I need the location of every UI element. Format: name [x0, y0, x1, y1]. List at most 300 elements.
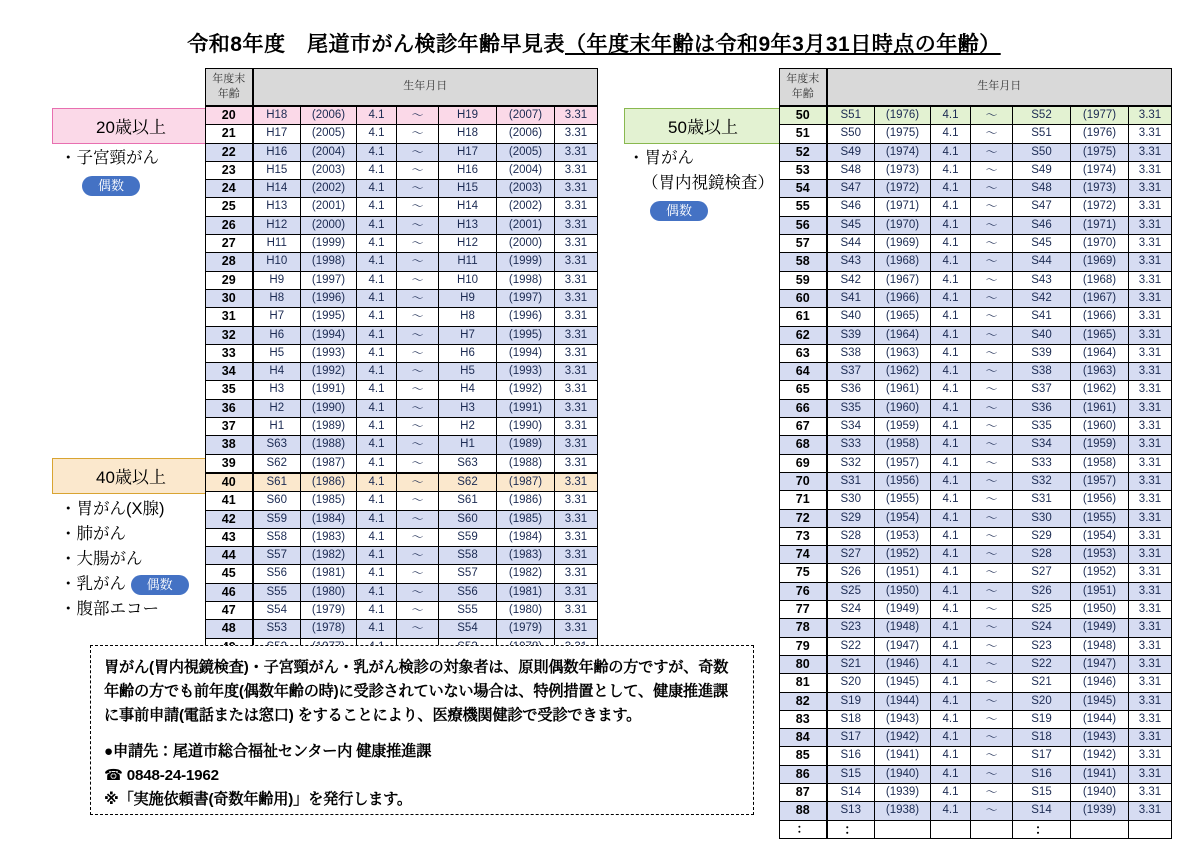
cell-era-end: H1 — [439, 436, 497, 454]
cell-age: 59 — [780, 271, 827, 289]
cell-era-end: S61 — [439, 492, 497, 510]
status-badge-even-age20: 偶数 — [82, 176, 140, 196]
cell-range-tilde: ～ — [971, 546, 1013, 564]
cell-age: 39 — [206, 454, 253, 473]
cell-year-start: (1950) — [875, 582, 931, 600]
list-item-with-badge — [60, 572, 189, 597]
cell-month-day-end: 3.31 — [1129, 399, 1172, 417]
cell-range-tilde: ～ — [971, 802, 1013, 820]
table-row — [780, 106, 1172, 125]
cell-month-day-start: 4.1 — [931, 802, 971, 820]
cell-month-day-start: 4.1 — [931, 674, 971, 692]
cell-year-start: (1940) — [875, 765, 931, 783]
category-items-age40 — [60, 497, 189, 622]
cell-range-tilde: ～ — [397, 198, 439, 216]
cell-age: 70 — [780, 472, 827, 490]
table-row — [780, 143, 1172, 161]
table-row — [780, 619, 1172, 637]
cell-month-day-end: 3.31 — [1129, 472, 1172, 490]
cell-era-start: S37 — [827, 363, 875, 381]
cell-year-end: (1946) — [1071, 674, 1129, 692]
cell-range-tilde: ～ — [971, 692, 1013, 710]
cell-range-tilde: ～ — [971, 326, 1013, 344]
cell-era-end: S16 — [1013, 765, 1071, 783]
cell-age: ： — [780, 820, 827, 838]
cell-era-start: S60 — [253, 492, 301, 510]
cell-age: 75 — [780, 564, 827, 582]
cell-month-day-start: 4.1 — [931, 143, 971, 161]
cell-month-day-end: 3.31 — [555, 125, 598, 143]
table-body-left — [206, 106, 598, 657]
cell-year-start: (1965) — [875, 308, 931, 326]
cell-range-tilde: ～ — [971, 454, 1013, 472]
cell-era-end: S56 — [439, 583, 497, 601]
list-item: ・大腸がん — [60, 550, 143, 568]
cell-era-start: S47 — [827, 180, 875, 198]
cell-range-tilde: ～ — [971, 381, 1013, 399]
cell-age: 51 — [780, 125, 827, 143]
cell-month-day-end: 3.31 — [1129, 289, 1172, 307]
cell-era-start: H17 — [253, 125, 301, 143]
cell-month-day-end: 3.31 — [1129, 308, 1172, 326]
cell-era-start: S59 — [253, 510, 301, 528]
cell-range-tilde: ～ — [971, 180, 1013, 198]
cell-range-tilde: ～ — [397, 418, 439, 436]
cell-range-tilde: ～ — [397, 308, 439, 326]
table-row — [780, 582, 1172, 600]
cell-month-day-start: 4.1 — [931, 527, 971, 545]
cell-age: 67 — [780, 418, 827, 436]
cell-month-day-start — [931, 820, 971, 838]
cell-year-end: (2001) — [497, 216, 555, 234]
cell-range-tilde: ～ — [397, 583, 439, 601]
cell-era-start: H2 — [253, 399, 301, 417]
cell-year-start: (1957) — [875, 454, 931, 472]
cell-age: 46 — [206, 583, 253, 601]
table-row — [206, 253, 598, 271]
cell-year-start: (1963) — [875, 344, 931, 362]
cell-year-end: (1968) — [1071, 271, 1129, 289]
table-row — [206, 289, 598, 307]
cell-age: 69 — [780, 454, 827, 472]
cell-age: 31 — [206, 308, 253, 326]
cell-year-end: (1953) — [1071, 546, 1129, 564]
cell-month-day-start: 4.1 — [357, 602, 397, 620]
cell-month-day-start: 4.1 — [931, 436, 971, 454]
cell-month-day-end: 3.31 — [1129, 326, 1172, 344]
cell-year-start: (1959) — [875, 418, 931, 436]
cell-year-start: (1992) — [301, 363, 357, 381]
cell-year-end: (1980) — [497, 602, 555, 620]
cell-era-start: H7 — [253, 308, 301, 326]
cell-year-end: (1955) — [1071, 509, 1129, 527]
cell-year-end: (1954) — [1071, 527, 1129, 545]
cell-month-day-end: 3.31 — [1129, 106, 1172, 125]
cell-era-end: S52 — [1013, 106, 1071, 125]
cell-month-day-start: 4.1 — [357, 473, 397, 492]
cell-era-end: H17 — [439, 143, 497, 161]
cell-month-day-start: 4.1 — [931, 454, 971, 472]
cell-year-end: (1949) — [1071, 619, 1129, 637]
cell-era-start: S35 — [827, 399, 875, 417]
cell-era-start: H18 — [253, 106, 301, 125]
cell-range-tilde: ～ — [971, 491, 1013, 509]
cell-month-day-end: 3.31 — [1129, 527, 1172, 545]
table-row — [780, 802, 1172, 820]
cell-range-tilde: ～ — [971, 253, 1013, 271]
cell-month-day-start: 4.1 — [357, 308, 397, 326]
cell-month-day-start: 4.1 — [931, 289, 971, 307]
cell-month-day-start: 4.1 — [931, 710, 971, 728]
cell-year-start: (1979) — [301, 602, 357, 620]
cell-era-start: S57 — [253, 547, 301, 565]
cell-range-tilde: ～ — [397, 436, 439, 454]
table-row — [780, 399, 1172, 417]
cell-year-end: (1959) — [1071, 436, 1129, 454]
column-header-age-left — [206, 69, 253, 107]
cell-age: 72 — [780, 509, 827, 527]
cell-year-end: (1971) — [1071, 216, 1129, 234]
cell-month-day-start: 4.1 — [931, 472, 971, 490]
cell-year-start: (1964) — [875, 326, 931, 344]
cell-era-start: H6 — [253, 326, 301, 344]
cell-month-day-start: 4.1 — [931, 125, 971, 143]
cell-month-day-end: 3.31 — [555, 344, 598, 362]
cell-month-day-end: 3.31 — [555, 289, 598, 307]
cell-era-start: S22 — [827, 637, 875, 655]
cell-era-end: S18 — [1013, 729, 1071, 747]
table-row — [206, 363, 598, 381]
cell-year-end: (1996) — [497, 308, 555, 326]
cell-year-end: (1950) — [1071, 601, 1129, 619]
cell-range-tilde: ～ — [971, 308, 1013, 326]
cell-age: 63 — [780, 344, 827, 362]
cell-era-end: S21 — [1013, 674, 1071, 692]
table-row — [206, 418, 598, 436]
cell-era-start: S33 — [827, 436, 875, 454]
table-row — [206, 180, 598, 198]
cell-era-end: S14 — [1013, 802, 1071, 820]
cell-era-end: H12 — [439, 235, 497, 253]
cell-year-start: (2006) — [301, 106, 357, 125]
list-item: ・肺がん — [60, 525, 126, 543]
cell-era-start: S34 — [827, 418, 875, 436]
cell-era-end: H5 — [439, 363, 497, 381]
cell-era-end: H9 — [439, 289, 497, 307]
cell-era-end: S19 — [1013, 710, 1071, 728]
cell-range-tilde: ～ — [971, 143, 1013, 161]
cell-era-start: H3 — [253, 381, 301, 399]
cell-range-tilde: ～ — [397, 106, 439, 125]
cell-month-day-end: 3.31 — [1129, 418, 1172, 436]
cell-era-end: ： — [1013, 820, 1071, 838]
table-row — [780, 289, 1172, 307]
cell-month-day-end: 3.31 — [555, 308, 598, 326]
table-header-left — [206, 69, 598, 107]
cell-range-tilde: ～ — [971, 161, 1013, 179]
cell-month-day-start: 4.1 — [931, 161, 971, 179]
cell-year-end: (1970) — [1071, 235, 1129, 253]
cell-era-end: H16 — [439, 161, 497, 179]
cell-year-end: (1982) — [497, 565, 555, 583]
cell-year-end: (1948) — [1071, 637, 1129, 655]
cell-range-tilde: ～ — [971, 289, 1013, 307]
contact-phone: ☎ 0848-24-1962 — [104, 767, 219, 784]
cell-era-start: H5 — [253, 344, 301, 362]
table-row — [206, 308, 598, 326]
cell-range-tilde: ～ — [397, 344, 439, 362]
cell-month-day-end: 3.31 — [555, 235, 598, 253]
table-row — [780, 381, 1172, 399]
cell-range-tilde: ～ — [397, 253, 439, 271]
page-title-main: 令和8年度 尾道市がん検診年齢早見表 — [187, 33, 565, 56]
cell-era-start: H15 — [253, 161, 301, 179]
cell-era-start: S18 — [827, 710, 875, 728]
table-row — [206, 492, 598, 510]
cell-year-start: (1960) — [875, 399, 931, 417]
cell-month-day-end: 3.31 — [1129, 235, 1172, 253]
cell-year-start: (1981) — [301, 565, 357, 583]
table-row — [780, 235, 1172, 253]
cell-range-tilde: ～ — [971, 125, 1013, 143]
list-item: ・胃がん — [628, 149, 694, 167]
cell-month-day-end: 3.31 — [555, 381, 598, 399]
table-row — [206, 344, 598, 362]
cell-age: 44 — [206, 547, 253, 565]
cell-age: 83 — [780, 710, 827, 728]
cell-year-end: (1976) — [1071, 125, 1129, 143]
cell-month-day-end: 3.31 — [1129, 674, 1172, 692]
cell-range-tilde: ～ — [397, 399, 439, 417]
cell-month-day-start: 4.1 — [931, 308, 971, 326]
cell-year-end: (1958) — [1071, 454, 1129, 472]
cell-era-start: S44 — [827, 235, 875, 253]
cell-era-end: S30 — [1013, 509, 1071, 527]
cell-era-start: S45 — [827, 216, 875, 234]
cell-era-end: S32 — [1013, 472, 1071, 490]
cell-month-day-end: 3.31 — [1129, 601, 1172, 619]
cell-age: 79 — [780, 637, 827, 655]
cell-month-day-start: 4.1 — [357, 547, 397, 565]
cell-year-end: (1994) — [497, 344, 555, 362]
cell-age: 85 — [780, 747, 827, 765]
cell-age: 60 — [780, 289, 827, 307]
cell-year-start: (2001) — [301, 198, 357, 216]
cell-month-day-start: 4.1 — [931, 235, 971, 253]
cell-era-start: S63 — [253, 436, 301, 454]
cell-month-day-end: 3.31 — [555, 399, 598, 417]
cell-month-day-end: 3.31 — [1129, 143, 1172, 161]
cell-month-day-start: 4.1 — [931, 381, 971, 399]
cell-era-end: S58 — [439, 547, 497, 565]
cell-year-start: (1939) — [875, 783, 931, 801]
cell-era-start: S43 — [827, 253, 875, 271]
cell-era-start: S40 — [827, 308, 875, 326]
cell-year-start: (1951) — [875, 564, 931, 582]
table-row — [780, 820, 1172, 838]
cell-age: 35 — [206, 381, 253, 399]
cell-month-day-start: 4.1 — [357, 161, 397, 179]
cell-age: 42 — [206, 510, 253, 528]
cell-age: 38 — [206, 436, 253, 454]
page-title — [0, 28, 1188, 58]
cell-age: 58 — [780, 253, 827, 271]
cell-era-start: S32 — [827, 454, 875, 472]
cell-age: 24 — [206, 180, 253, 198]
cell-year-end: (1995) — [497, 326, 555, 344]
cell-era-end: S63 — [439, 454, 497, 473]
cell-year-start: (1956) — [875, 472, 931, 490]
table-row — [206, 143, 598, 161]
table-row — [780, 472, 1172, 490]
cell-era-start: H16 — [253, 143, 301, 161]
cell-year-start: (1954) — [875, 509, 931, 527]
table-row — [206, 620, 598, 638]
cell-era-end: S44 — [1013, 253, 1071, 271]
cell-age: 82 — [780, 692, 827, 710]
cell-month-day-end: 3.31 — [555, 528, 598, 546]
cell-range-tilde: ～ — [397, 271, 439, 289]
category-heading-age20 — [52, 108, 210, 144]
table-row — [780, 765, 1172, 783]
table-row — [206, 235, 598, 253]
cell-year-start: (1985) — [301, 492, 357, 510]
cell-month-day-end: 3.31 — [555, 436, 598, 454]
cell-era-end: S46 — [1013, 216, 1071, 234]
table-row — [780, 783, 1172, 801]
cell-range-tilde: ～ — [397, 161, 439, 179]
cell-era-end: S22 — [1013, 655, 1071, 673]
cell-year-end: (1973) — [1071, 180, 1129, 198]
cell-range-tilde: ～ — [971, 235, 1013, 253]
cell-era-start: S25 — [827, 582, 875, 600]
column-header-dob-right: 生年月日 — [827, 69, 1172, 107]
cell-year-start: (1989) — [301, 418, 357, 436]
cell-year-end: (1985) — [497, 510, 555, 528]
cell-range-tilde: ～ — [397, 216, 439, 234]
cell-year-end: (2002) — [497, 198, 555, 216]
cell-month-day-end: 3.31 — [1129, 747, 1172, 765]
cell-year-start: (1990) — [301, 399, 357, 417]
cell-year-start: (1988) — [301, 436, 357, 454]
cell-era-start: S31 — [827, 472, 875, 490]
cell-year-start: (1996) — [301, 289, 357, 307]
cell-age: 30 — [206, 289, 253, 307]
cell-year-end: (1965) — [1071, 326, 1129, 344]
cell-era-end: H7 — [439, 326, 497, 344]
cell-range-tilde — [971, 820, 1013, 838]
table-row — [780, 363, 1172, 381]
cell-year-start: (1982) — [301, 547, 357, 565]
cell-era-end: H14 — [439, 198, 497, 216]
cell-era-start: S23 — [827, 619, 875, 637]
cell-year-start: (1952) — [875, 546, 931, 564]
cell-age: 34 — [206, 363, 253, 381]
cell-range-tilde: ～ — [397, 528, 439, 546]
list-item: ・胃がん(X腺) — [60, 500, 165, 518]
cell-year-end: (1998) — [497, 271, 555, 289]
cell-age: 74 — [780, 546, 827, 564]
cell-era-end: S51 — [1013, 125, 1071, 143]
cell-year-end: (1961) — [1071, 399, 1129, 417]
cell-month-day-start: 4.1 — [357, 381, 397, 399]
cell-year-end: (1991) — [497, 399, 555, 417]
cell-year-end: (1969) — [1071, 253, 1129, 271]
cell-age: 73 — [780, 527, 827, 545]
cell-era-start: H12 — [253, 216, 301, 234]
category-heading-age20-label: 20歳以上 — [96, 118, 166, 137]
cell-year-start: (1941) — [875, 747, 931, 765]
cell-month-day-start: 4.1 — [357, 583, 397, 601]
cell-month-day-start: 4.1 — [357, 235, 397, 253]
cell-era-start: S41 — [827, 289, 875, 307]
cell-month-day-start: 4.1 — [357, 180, 397, 198]
cell-range-tilde: ～ — [971, 436, 1013, 454]
cell-month-day-start: 4.1 — [357, 528, 397, 546]
cell-month-day-end: 3.31 — [555, 253, 598, 271]
table-row — [206, 271, 598, 289]
column-header-dob-left: 生年月日 — [253, 69, 598, 107]
category-items-age50 — [628, 146, 774, 223]
cell-month-day-end: 3.31 — [555, 161, 598, 179]
cell-era-end: H13 — [439, 216, 497, 234]
cell-era-start: S21 — [827, 655, 875, 673]
cell-month-day-start: 4.1 — [931, 747, 971, 765]
cell-range-tilde: ～ — [397, 510, 439, 528]
cell-age: 64 — [780, 363, 827, 381]
cell-era-start: S61 — [253, 473, 301, 492]
table-row — [780, 729, 1172, 747]
cell-month-day-start: 4.1 — [931, 692, 971, 710]
cell-era-end: S28 — [1013, 546, 1071, 564]
cell-month-day-start: 4.1 — [357, 216, 397, 234]
cell-age: 41 — [206, 492, 253, 510]
cell-age: 68 — [780, 436, 827, 454]
table-row — [206, 528, 598, 546]
cell-range-tilde: ～ — [971, 729, 1013, 747]
cell-range-tilde: ～ — [971, 198, 1013, 216]
table-row — [780, 655, 1172, 673]
cell-era-end: S54 — [439, 620, 497, 638]
cell-month-day-end: 3.31 — [1129, 363, 1172, 381]
status-badge-even-age50: 偶数 — [650, 201, 708, 221]
cell-month-day-start: 4.1 — [931, 271, 971, 289]
cell-range-tilde: ～ — [971, 106, 1013, 125]
cell-month-day-start: 4.1 — [357, 565, 397, 583]
cell-month-day-end: 3.31 — [555, 198, 598, 216]
category-heading-age50 — [624, 108, 782, 144]
cell-era-start: S26 — [827, 564, 875, 582]
cell-era-start: S14 — [827, 783, 875, 801]
cell-month-day-end: 3.31 — [555, 271, 598, 289]
cell-year-end: (1990) — [497, 418, 555, 436]
cell-year-end: (1939) — [1071, 802, 1129, 820]
cell-year-end: (1964) — [1071, 344, 1129, 362]
cell-age: 48 — [206, 620, 253, 638]
cell-month-day-end: 3.31 — [1129, 454, 1172, 472]
cell-era-end: S57 — [439, 565, 497, 583]
cell-year-end: (1977) — [1071, 106, 1129, 125]
cell-month-day-start: 4.1 — [931, 509, 971, 527]
cell-age: 81 — [780, 674, 827, 692]
cell-month-day-end: 3.31 — [1129, 344, 1172, 362]
cell-month-day-end: 3.31 — [555, 418, 598, 436]
cell-year-start: (1986) — [301, 473, 357, 492]
cell-era-end: S26 — [1013, 582, 1071, 600]
cell-month-day-start: 4.1 — [931, 253, 971, 271]
cell-year-start: (1991) — [301, 381, 357, 399]
pill-row-age20 — [60, 173, 159, 198]
